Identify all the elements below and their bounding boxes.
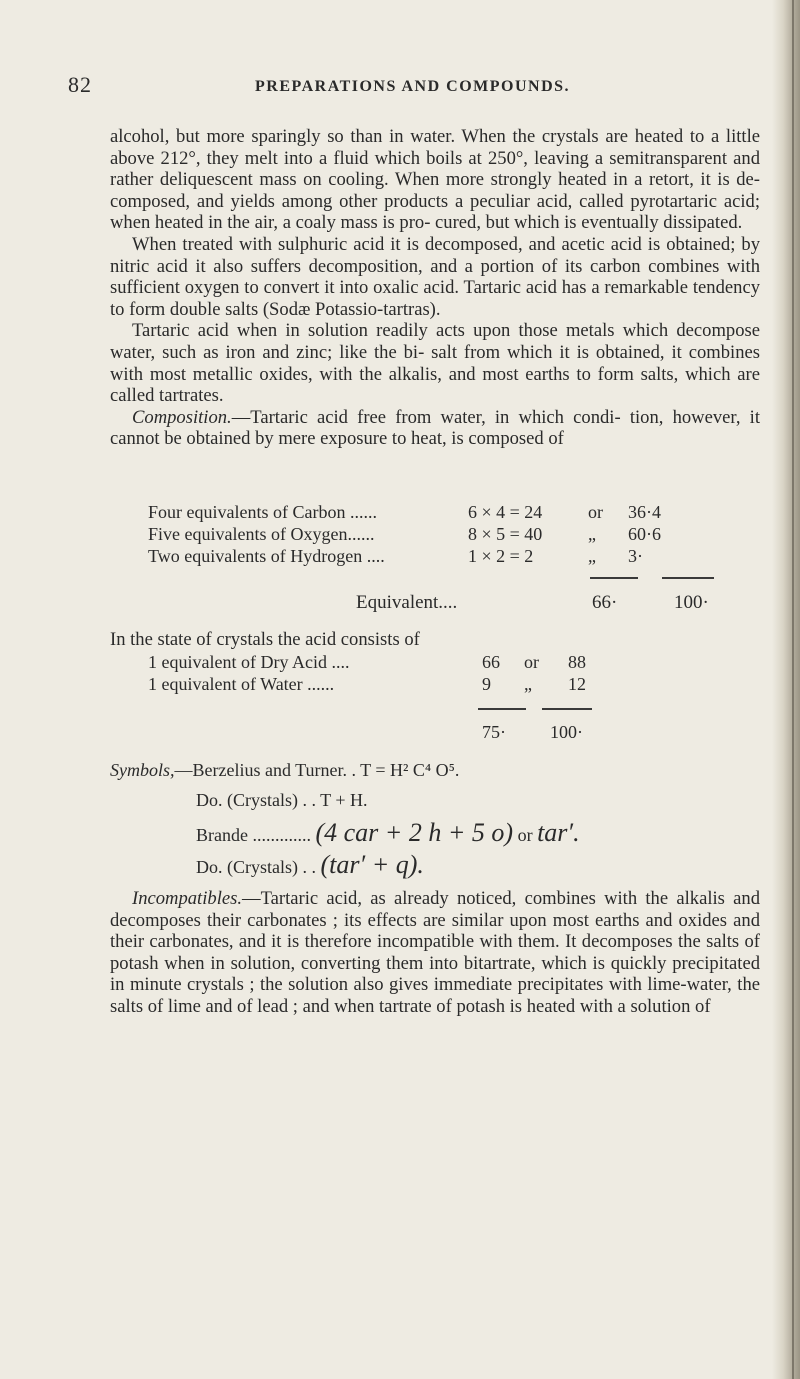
paragraph-composition [110,407,760,450]
body-text-incompatibles [110,888,760,1018]
running-head: PREPARATIONS AND COMPOUNDS. [255,78,571,95]
symbols-line-crystals: Do. (Crystals) . . T + H. [196,790,368,810]
symbols-label: Symbols, [110,760,175,780]
page-number: 82 [68,72,92,97]
body-text-top [110,126,760,450]
do-crystals-formula: (tar′ + q). [320,850,424,879]
incompatibles-label: Incompatibles. [132,888,242,909]
symbols-line-brande [196,818,580,848]
composition-text: —Tartaric acid free from water, in which condi- tion, however, it cannot be obtained by mere exposure to heat, is composed of [110,406,760,450]
sum-rule [662,577,714,579]
crystal-intro-text: In the state of crystals the acid consists of [110,629,420,650]
table-row: Two equivalents of Hydrogen .... 1 × 2 = 2 „ 3· [148,546,643,566]
sum-rule [542,708,592,710]
paragraph-incompatibles [110,888,760,1018]
table-row: Four equivalents of Carbon ...... 6 × 4 = 24 or 36·4 [148,502,661,522]
paragraph-acid-decomposition: When treated with sulphuric acid it is decomposed, and acetic acid is obtained; by nitric acid it also suffers decomposition, and a portion of its carbon combines with sufficient oxygen to convert it into oxalic acid. Tartaric acid has a remarkable tendency to form double salts (Sodæ Potassio-tartras). [110,233,760,320]
brande-label: Brande ............. [196,825,311,845]
table-row: 1 equivalent of Dry Acid .... 66 or 88 [148,652,586,672]
table-row: 1 equivalent of Water ...... 9 „ 12 [148,674,586,694]
composition-label: Composition. [132,406,232,428]
table-total-row: 75· 100· [482,722,583,742]
sum-rule [590,577,638,579]
crystal-intro [110,629,760,651]
symbols-line-berzelius [110,760,459,781]
incompatibles-text: —Tartaric acid, as already noticed, combines with the alkalis and decomposes their carbonates ; its effects are similar upon most earths and oxides and their carbonates, and it is therefore incompatible with them. It decomposes the salts of potash when in solution, converting them into bitartrate, which is quickly precipitated in minute crystals ; the solution also gives immediate precipitates with lime-water, the salts of lime and of lead ; and when tartrate of potash is heated with a solution of [110,888,760,1017]
symbols-formula: —Berzelius and Turner. . T = H² C⁴ O⁵. [174,760,460,780]
page-edge-line [792,0,794,1379]
table-row: Five equivalents of Oxygen...... 8 × 5 = 40 „ 60·6 [148,524,661,544]
do-crystals-label: Do. (Crystals) . . [196,857,316,877]
page-edge-shadow [772,0,800,1379]
sum-rule [478,708,526,710]
brande-short-formula: tar′. [537,818,580,847]
paragraph-metals-salts: Tartaric acid when in solution readily acts upon those metals which decompose water, such as iron and zinc; like the bi- salt from which it is obtained, it combines with most metallic oxides, with the alkalis, and most earths to form salts, which are called tartrates. [110,320,760,407]
paragraph-crystals-heating: alcohol, but more sparingly so than in water. When the crystals are heated to a little above 212°, they melt into a fluid which boils at 250°, leaving a semitransparent and rather deliquescent mass on cooling. When more strongly heated in a retort, it is de- composed, and yields among other products a peculiar acid, called pyrotartaric acid; when heated in the air, a coaly mass is pro- cured, but which is eventually dissipated. [110,126,760,234]
symbols-line-do-crystals [196,850,424,880]
brande-or: or [513,825,538,845]
table-total-row: Equivalent.... 66· 100· [356,592,709,613]
brande-formula: (4 car + 2 h + 5 o) [315,818,514,847]
